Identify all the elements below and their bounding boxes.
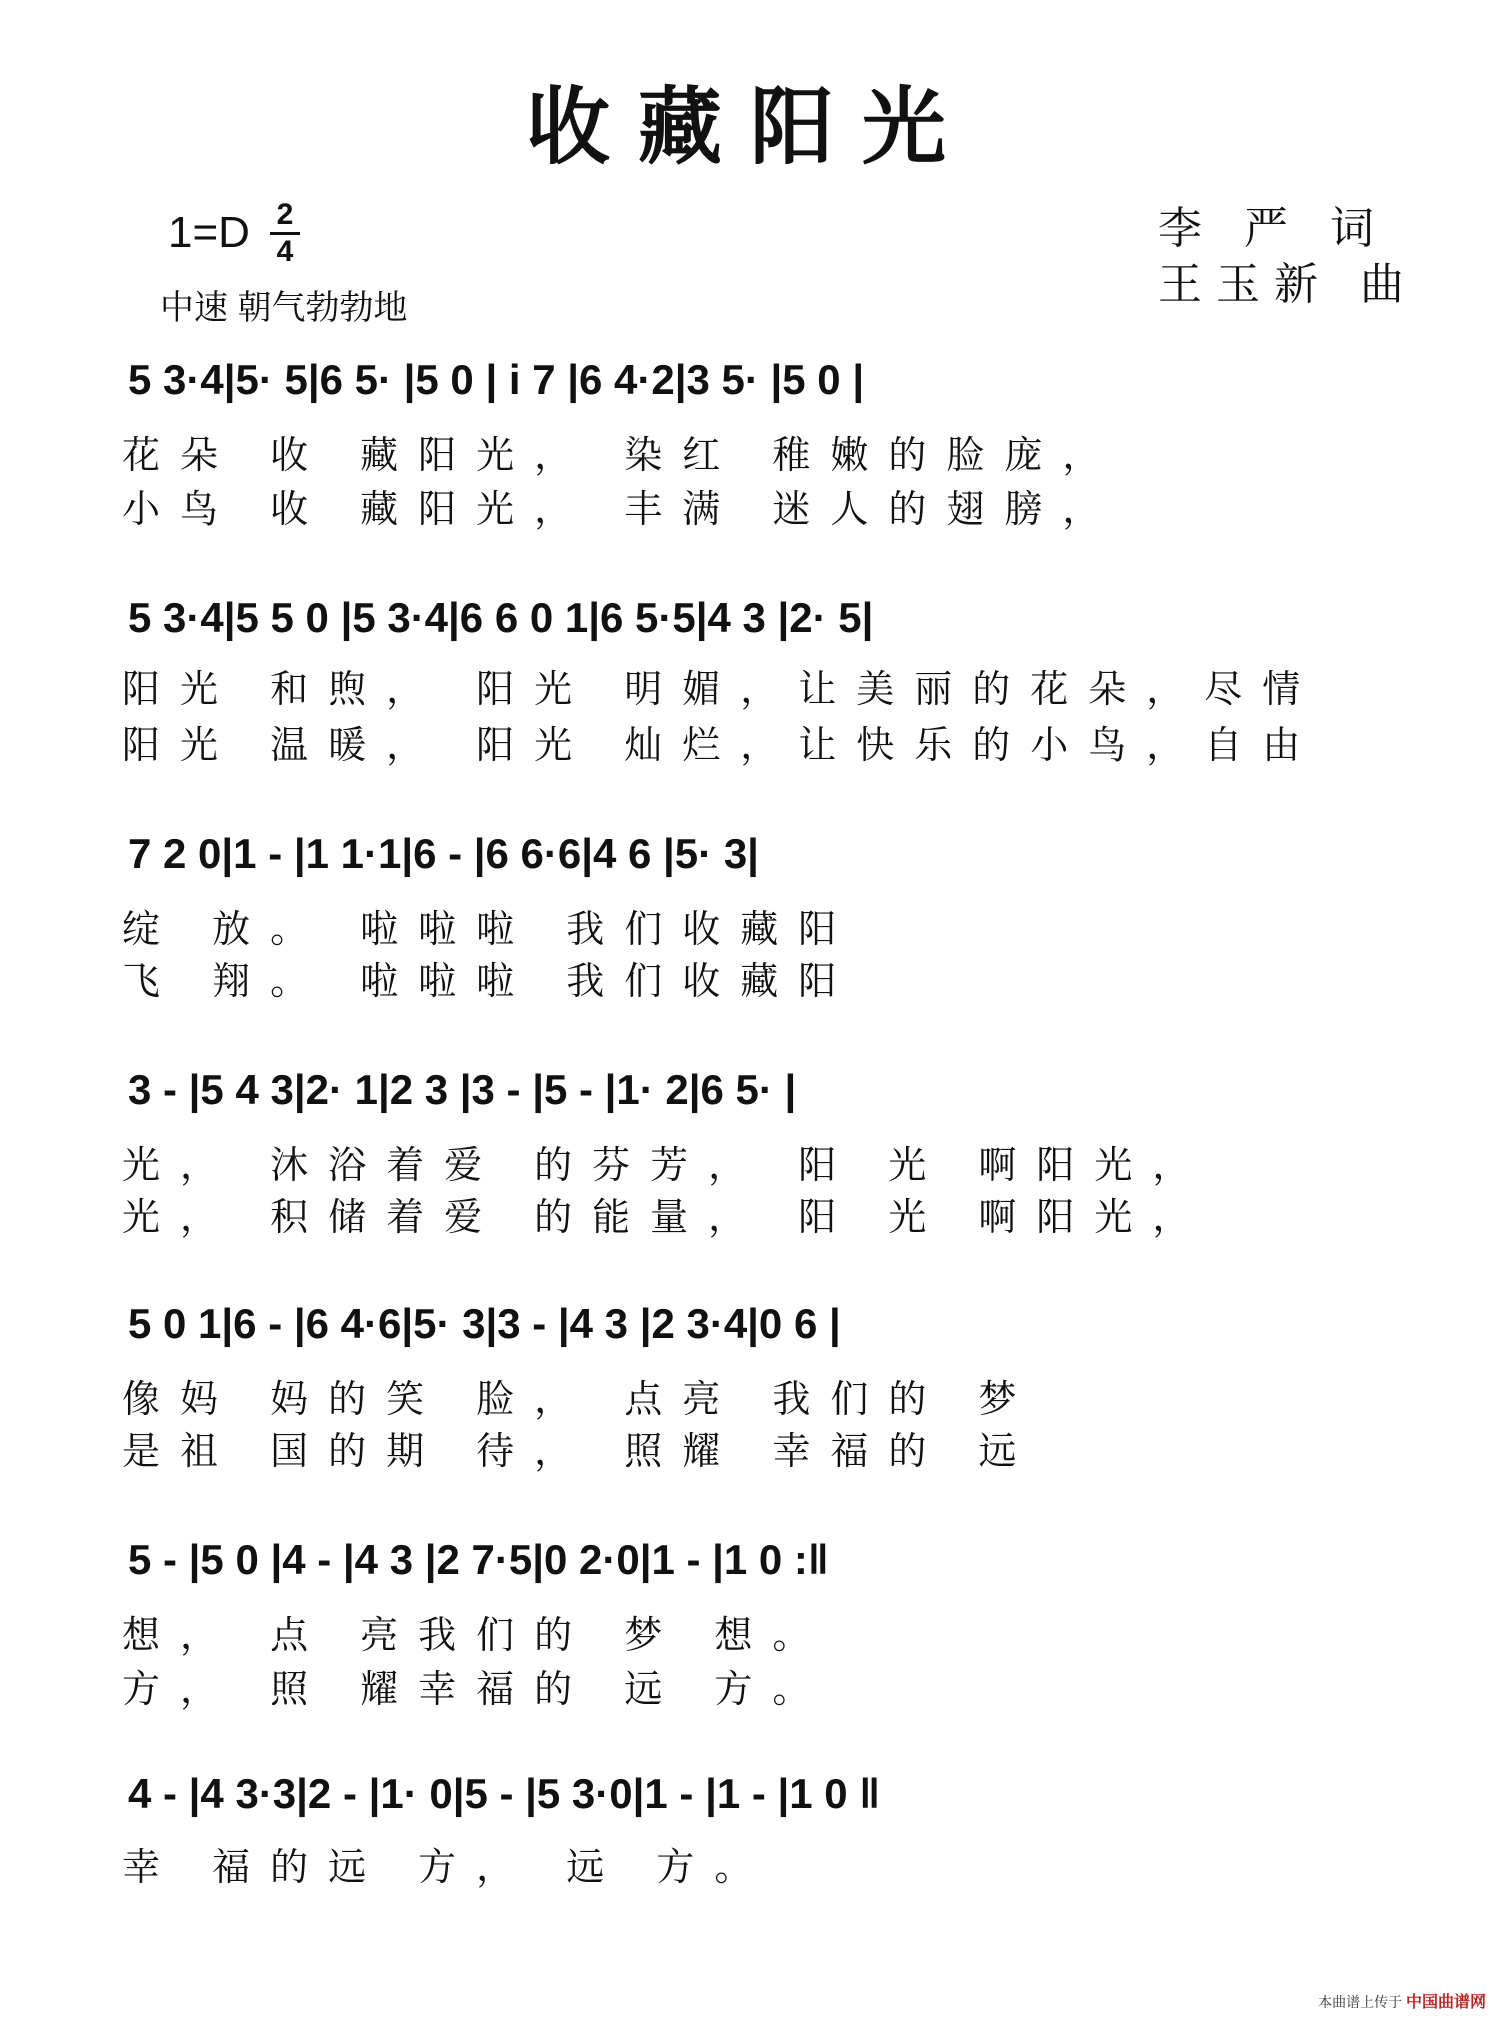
page-title: 收藏阳光 (525, 77, 974, 176)
lyricist-credit: 李 严 词 (1158, 203, 1388, 254)
lyric-line-6-verse-1: 想， 点 亮我们的 梦 想。 (122, 1613, 831, 1657)
lyric-line-4-verse-1: 光， 沐浴着爱 的芬芳， 阳 光 啊阳光， (122, 1143, 1211, 1187)
lyric-line-2-verse-2: 阳光 温暖， 阳光 灿烂，让快乐的小鸟，自由 (122, 723, 1321, 767)
footer-brand[interactable]: 中国曲谱网 (1405, 1994, 1486, 2011)
lyric-line-3-verse-2: 飞 翔。 啦啦啦 我们收藏阳 (122, 959, 857, 1003)
notation-line-1: 5 3·4|5· 5|6 5· |5 0 | i 7 |6 4·2|3 5· |5 0 | (128, 356, 865, 403)
lyric-line-2-verse-1: 阳光 和煦， 阳光 明媚，让美丽的花朵，尽情 (122, 667, 1321, 711)
notation-line-3: 7 2 0|1 - |1 1·1|6 - |6 6·6|4 6 |5· 3| (128, 830, 759, 877)
tempo-marking: 中速 朝气勃勃地 (160, 289, 408, 327)
time-signature (270, 200, 300, 267)
lyric-line-6-verse-2: 方， 照 耀幸福的 远 方。 (122, 1667, 831, 1711)
time-signature-denominator: 4 (276, 235, 294, 268)
lyric-line-4-verse-2: 光， 积储着爱 的能量， 阳 光 啊阳光， (122, 1195, 1211, 1239)
notation-line-5: 5 0 1|6 - |6 4·6|5· 3|3 - |4 3 |2 3·4|0 6 | (128, 1300, 841, 1347)
lyric-line-1-verse-2: 小鸟 收 藏阳光， 丰满 迷人的翅膀， (122, 487, 1121, 531)
lyric-line-3-verse-1: 绽 放。 啦啦啦 我们收藏阳 (122, 907, 857, 951)
notation-line-2: 5 3·4|5 5 0 |5 3·4|6 6 0 1|6 5·5|4 3 |2· 5| (128, 594, 874, 641)
footer-credit (1318, 1989, 1486, 2012)
lyric-line-5-verse-2: 是祖 国的期 待， 照耀 幸福的 远 (122, 1429, 1037, 1473)
lyric-line-7-verse-1: 幸 福的远 方， 远 方。 (122, 1845, 773, 1889)
composer-credit: 王玉新 曲 (1158, 259, 1418, 310)
notation-line-7: 4 - |4 3·3|2 - |1· 0|5 - |5 3·0|1 - |1 - |1 0 ‖ (128, 1770, 881, 1817)
notation-line-6: 5 - |5 0 |4 - |4 3 |2 7·5|0 2·0|1 - |1 0 :‖ (128, 1536, 829, 1583)
notation-line-4: 3 - |5 4 3|2· 1|2 3 |3 - |5 - |1· 2|6 5· | (128, 1066, 797, 1113)
lyric-line-1-verse-1: 花朵 收 藏阳光， 染红 稚嫩的脸庞， (122, 433, 1121, 477)
time-signature-numerator: 2 (276, 198, 294, 231)
lyric-line-5-verse-1: 像妈 妈的笑 脸， 点亮 我们的 梦 (122, 1377, 1037, 1421)
key-signature: 1=D (168, 208, 250, 257)
footer-text: 本曲谱上传于 (1318, 1994, 1403, 2010)
